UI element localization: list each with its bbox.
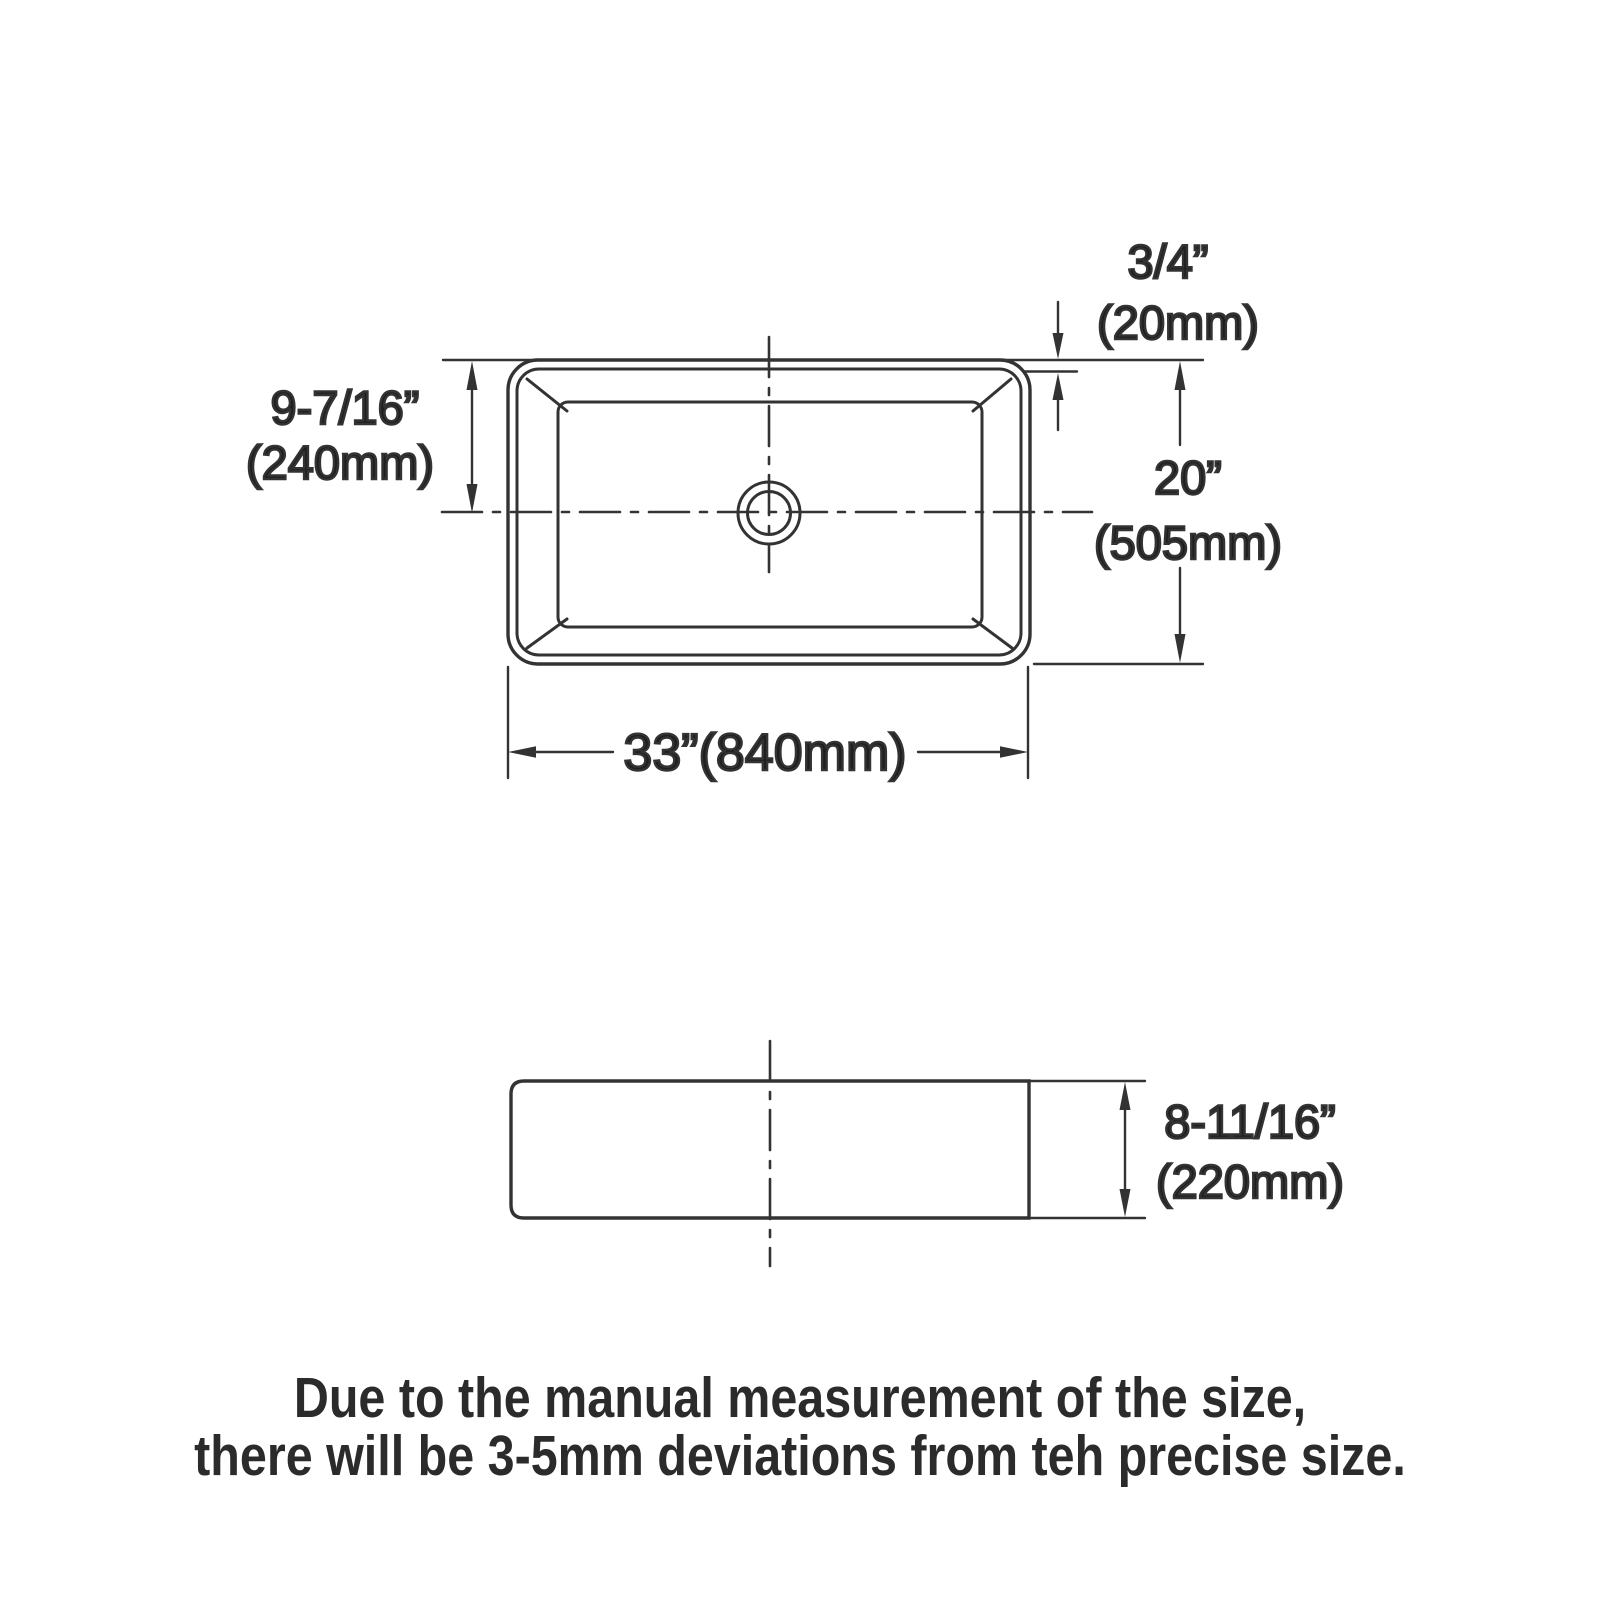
disclaimer-line-1: Due to the manual measurement of the size,: [293, 1366, 1307, 1430]
dim-rim-thickness: [1053, 302, 1064, 430]
label-depth-mm: (505mm): [1093, 516, 1283, 569]
dim-height: [1120, 1082, 1131, 1217]
label-height-in: 8-11/16”: [1164, 1095, 1336, 1148]
dim-front-to-center: [467, 361, 478, 513]
top-view: [442, 337, 1092, 664]
label-depth-in: 20”: [1154, 451, 1222, 504]
label-front-to-center-mm: (240mm): [245, 436, 435, 489]
dim-depth: [1175, 361, 1186, 663]
disclaimer-line-2: there will be 3-5mm deviations from teh precise size.: [194, 1424, 1406, 1488]
side-view: [511, 1041, 1029, 1266]
label-width: 33”(840mm): [623, 724, 907, 782]
label-rim-in: 3/4”: [1127, 235, 1209, 288]
label-rim-mm: (20mm): [1097, 296, 1259, 349]
label-height-mm: (220mm): [1155, 1155, 1345, 1208]
label-front-to-center-in: 9-7/16”: [270, 381, 420, 434]
top-view-dimensions: [246, 235, 1282, 782]
side-view-dimensions: [1029, 1081, 1344, 1218]
